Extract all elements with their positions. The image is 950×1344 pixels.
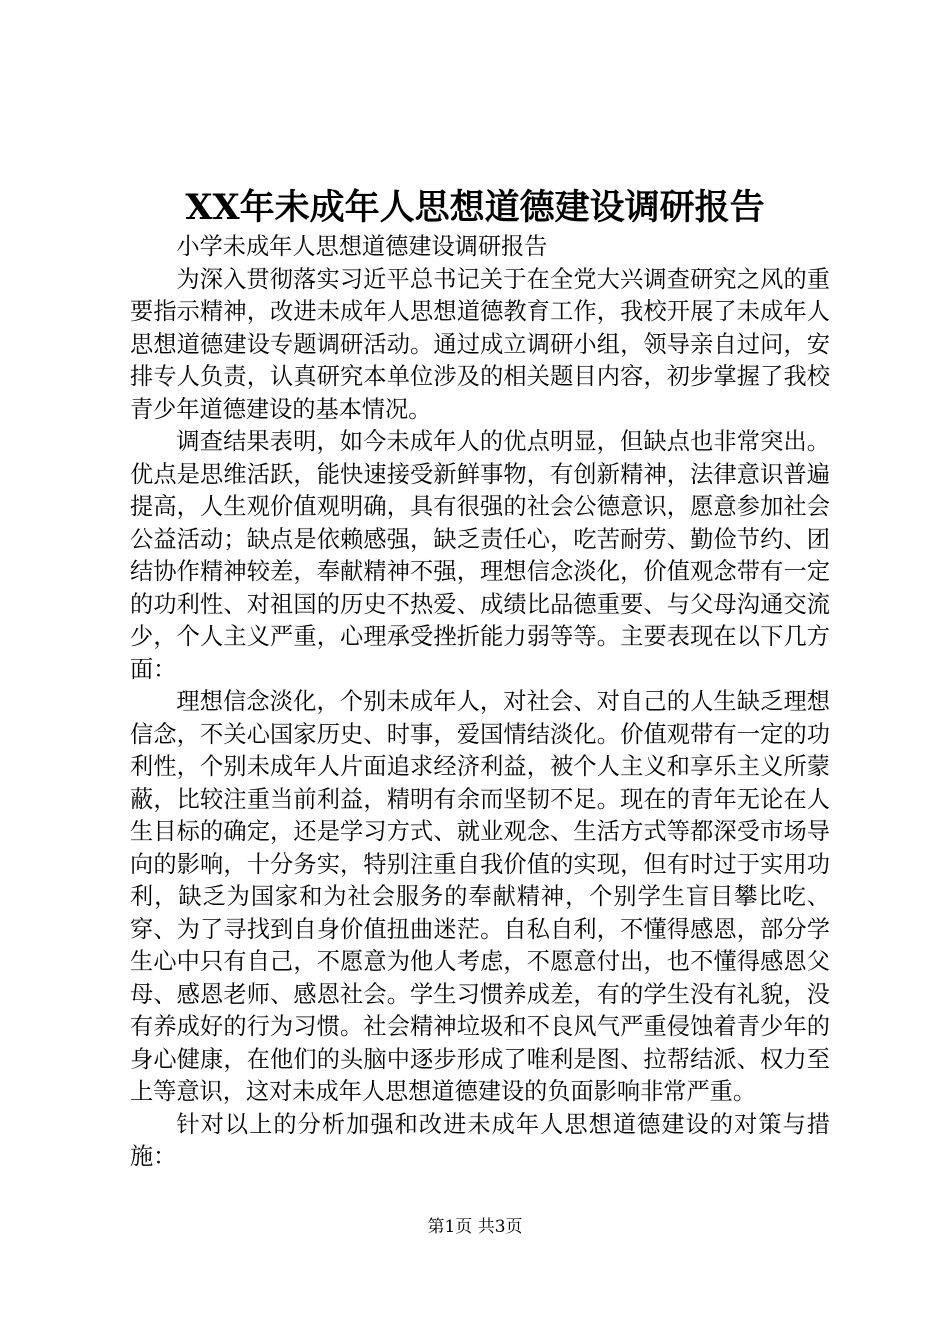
intro-paragraph: 为深入贯彻落实习近平总书记关于在全党大兴调查研究之风的重要指示精神，改进未成年人思想道德教育工作，我校开展了未成年人思想道德建设专题调研活动。通过成立调研小组，领导亲自过问，安排专人负责，认真研究本单位涉及的相关题目内容，初步掌握了我校青少年道德建设的基本情况。 (130, 265, 830, 423)
manifestations-paragraph: 理想信念淡化，个别未成年人，对社会、对自己的人生缺乏理想信念，不关心国家历史、时事，爱国情结淡化。价值观带有一定的功利性，个别未成年人片面追求经济利益，被个人主义和享乐主义所蒙蔽，比较注重当前利益，精明有余而坚韧不足。现在的青年无论在人生目标的确定，还是学习方式、就业观念、生活方式等都深受市场导向的影响，十分务实，特别注重自我价值的实现，但有时过于实用功利，缺乏为国家和为社会服务的奉献精神，个别学生盲目攀比吃、穿、为了寻找到自身价值扭曲迷茫。自私自利，不懂得感恩，部分学生心中只有自己，不愿意为他人考虑，不愿意付出，也不懂得感恩父母、感恩老师、感恩社会。学生习惯养成差，有的学生没有礼貌，没有养成好的行为习惯。社会精神垃圾和不良风气严重侵蚀着青少年的身心健康，在他们的头脑中逐步形成了唯利是图、拉帮结派、权力至上等意识，这对未成年人思想道德建设的负面影响非常严重。 (130, 688, 830, 1105)
page-footer: 第1页 共3页 (427, 1217, 523, 1237)
document-body (130, 231, 830, 1174)
subtitle-paragraph: 小学未成年人思想道德建设调研报告 (176, 233, 548, 260)
measures-paragraph: 针对以上的分析加强和改进未成年人思想道德建设的对策与措施： (130, 1110, 830, 1170)
document-title: XX年未成年人思想道德建设调研报告 (185, 187, 765, 228)
findings-paragraph: 调查结果表明，如今未成年人的优点明显，但缺点也非常突出。优点是思维活跃，能快速接受新鲜事物，有创新精神，法律意识普遍提高，人生观价值观明确，具有很强的社会公德意识，愿意参加社会公益活动；缺点是依赖感强，缺乏责任心，吃苦耐劳、勤俭节约、团结协作精神较差，奉献精神不强，理想信念淡化，价值观念带有一定的功利性、对祖国的历史不热爱、成绩比品德重要、与父母沟通交流少，个人主义严重，心理承受挫折能力弱等等。主要表现在以下几方面： (130, 428, 830, 683)
